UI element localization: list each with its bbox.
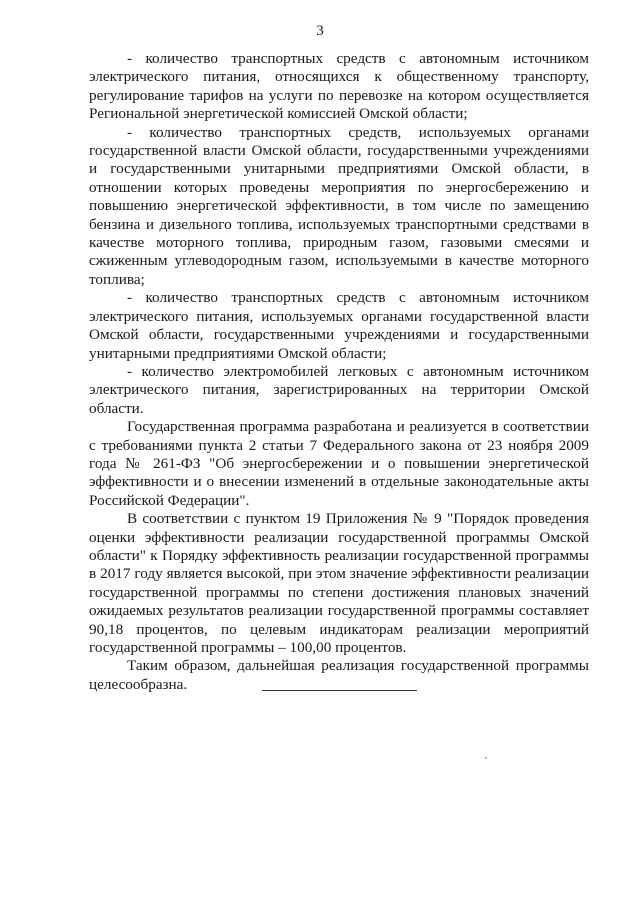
paragraph-conclusion: Таким образом, дальнейшая реализация государственной программы целесообразна. [89,657,589,693]
document-body [89,50,589,694]
end-divider-line [262,690,417,691]
paragraph-legal-basis: Государственная программа разработана и реализуется в соответствии с требованиями пункта 2 статьи 7 Федерального закона от 23 ноября 2009 года № 261-ФЗ "Об энергосбережении и о повышении энергетической эффективности и о внесении изменений в отдельные законодательные акты Российской Федерации". [89,418,589,509]
page-number: 3 [316,23,324,39]
bullet-item-electric-vehicles-government: - количество транспортных средств с автономным источником электрического питания, используемых органами государственной власти Омской области, государственными учреждениями и государственными унитарными предприятиями Омской области; [89,289,589,362]
scan-speck [485,757,487,759]
bullet-item-gas-fuel-vehicles: - количество транспортных средств, используемых органами государственной власти Омской области, государственными учреждениями и государственными унитарными предприятиями Омской области, в отношении которых проведены мероприятия по энергосбережению и повышению энергетической эффективности, в том числе по замещению бензина и дизельного топлива, используемых транспортными средствами в качестве моторного топлива, природным газом, газовыми смесями и сжиженным углеводородным газом, используемыми в качестве моторного топлива; [89,123,589,288]
bullet-item-electric-cars-registered: - количество электромобилей легковых с автономным источником электрического питания, зарегистрированных на территории Омской области. [89,362,589,417]
bullet-item-public-transport: - количество транспортных средств с автономным источником электрического питания, относящихся к общественному транспорту, регулирование тарифов на услуги по перевозке на котором осуществляется Региональной энергетической комиссией Омской области; [89,50,589,123]
paragraph-efficiency-assessment: В соответствии с пунктом 19 Приложения № 9 "Порядок проведения оценки эффективности реализации государственной программы Омской области" к Порядку эффективность реализации государственной программы в 2017 году является высокой, при этом значение эффективности реализации государственной программы по степени достижения плановых значений ожидаемых результатов реализации государственной программы составляет 90,18 процентов, по целевым индикаторам реализации мероприятий государственной программы – 100,00 процентов. [89,510,589,656]
